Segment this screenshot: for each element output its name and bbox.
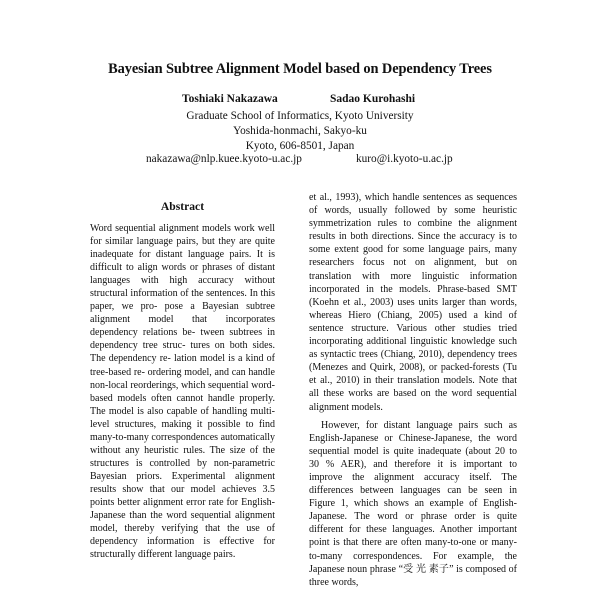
abstract-text: Word sequential alignment models work well for similar language pairs, but they are quite inadequate for distant language pairs. It is difficult to align words or phrases of distant languages with high accuracy without structural information of the sentences. In this paper, we pro- pose a Bayesian subtree alignment model that incorporates dependency relations be- tween subtrees in dependency tree struc- tures on both sides. The dependency re- lation model is a kind of tree-based re- ordering model, and can handle non-local reorderings, which sequential word-based models often cannot handle properly. The model is also capable of handling multi-level structures, making it possible to find many-to-many correspondences automatically without any heuristic rules. The size of the structures is controlled by non-parametric Bayesian priors. Experimental alignment results show that our model achieves 3.5 points better alignment error rate for English-Japanese than the word sequential alignment model, thereby verifying that the use of dependency information is effective for structurally different language pairs.	[90, 223, 275, 561]
body-paragraph: et al., 1993), which handle sentences as sequences of words, usually followed by some heuristic symmetrization rules to combine the alignment results in both directions. Since the accuracy is to some extent good for some language pairs, many researchers focus not on alignment, but on translation with more linguistic information incorporated in the models. Phrase-based SMT (Koehn et al., 2003) uses units larger than words, whereas Hiero (Chiang, 2005) used a kind of sentence structure. Various other studies tried incorporating additional linguistic knowledge such as syntactic trees (Chiang, 2010), dependency trees (Menezes and Quirk, 2008), or packed-forests (Tu et al., 2010) in their translation models. Note that all these works are based on the word sequential alignment models.	[309, 192, 517, 413]
email-line	[0, 153, 600, 169]
body-column	[309, 191, 517, 589]
author-email: nakazawa@nlp.kuee.kyoto-u.ac.jp	[146, 153, 302, 165]
author-name: Sadao Kurohashi	[330, 93, 416, 105]
affiliation-line: Graduate School of Informatics, Kyoto University	[186, 110, 414, 122]
affiliation-line: Kyoto, 606-8501, Japan	[245, 140, 355, 152]
affiliation-line: Yoshida-honmachi, Sakyo-ku	[233, 125, 367, 137]
author-line	[0, 93, 600, 109]
author-name: Toshiaki Nakazawa	[182, 93, 278, 105]
body-paragraph: However, for distant language pairs such as English-Japanese or Chinese-Japanese, the word sequential model is quite inadequate (about 20 to 30 % AER), and therefore it is important to improve the alignment accuracy itself. The differences between languages can be seen in Figure 1, which shows an example of English-Japanese. The word or phrase order is quite different for these languages. Another important point is that there are often many-to-one or many-to-many correspondences. For example, the Japanese noun phrase “受 光 素子” is composed of three words,	[309, 419, 517, 588]
abstract-heading: Abstract	[160, 200, 205, 213]
paper-title: Bayesian Subtree Alignment Model based on Dependency Trees	[108, 61, 492, 77]
author-email: kuro@i.kyoto-u.ac.jp	[356, 153, 453, 165]
